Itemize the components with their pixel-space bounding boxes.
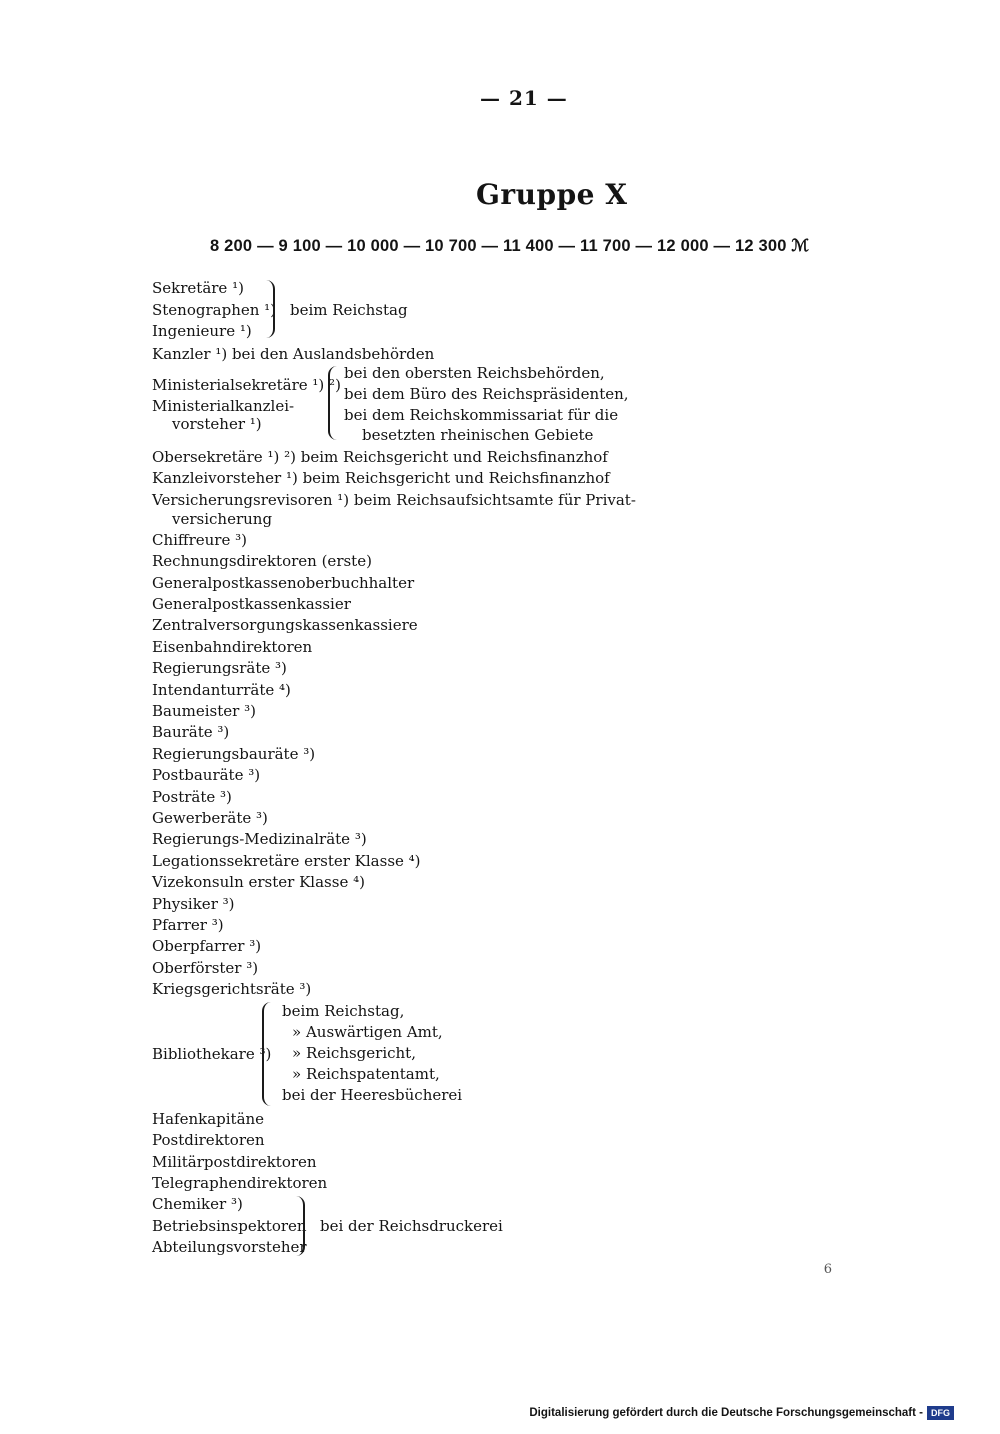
list-item: Chemiker ³)	[152, 1195, 243, 1213]
list-item: Versicherungsrevisoren ¹) beim Reichsaufsichtsamte für Privat-	[152, 491, 636, 509]
list-item: Rechnungsdirektoren (erste)	[152, 552, 372, 570]
list-item: Ministerialkanzlei-	[152, 397, 295, 415]
list-item: Oberförster ³)	[152, 959, 259, 977]
footer	[529, 1406, 954, 1420]
list-item: Generalpostkassenkassier	[152, 595, 351, 613]
list-item: Telegraphendirektoren	[152, 1174, 328, 1192]
list-item: Zentralversorgungskassenkassiere	[152, 616, 418, 634]
list-item: Intendanturräte ⁴)	[152, 681, 291, 699]
list-item: Kanzler ¹) bei den Auslandsbehörden	[152, 345, 435, 363]
brace-note: » Auswärtigen Amt,	[292, 1023, 443, 1041]
brace	[328, 366, 337, 440]
list-item: Baumeister ³)	[152, 702, 256, 720]
list-item: Gewerberäte ³)	[152, 809, 268, 827]
list-item: Kanzleivorsteher ¹) beim Reichsgericht und Reichsfinanzhof	[152, 469, 610, 487]
list-item: Physiker ³)	[152, 895, 235, 913]
list-item: Regierungsbauräte ³)	[152, 745, 316, 763]
list-item: Legationssekretäre erster Klasse ⁴)	[152, 852, 421, 870]
list-item: Betriebsinspektoren	[152, 1217, 307, 1235]
brace-note: » Reichspatentamt,	[292, 1065, 440, 1083]
list-item: Stenographen ¹)	[152, 301, 277, 319]
list-item: Ingenieure ¹)	[152, 322, 252, 340]
brace-note: bei der Reichsdruckerei	[320, 1217, 503, 1235]
list-item: Oberpfarrer ³)	[152, 937, 262, 955]
list-item: Bauräte ³)	[152, 723, 230, 741]
brace-note: besetzten rheinischen Gebiete	[362, 426, 594, 444]
list-item: Obersekretäre ¹) ²) beim Reichsgericht und Reichsfinanzhof	[152, 448, 608, 466]
list-item: Kriegsgerichtsräte ³)	[152, 980, 312, 998]
list-item: Eisenbahndirektoren	[152, 638, 313, 656]
brace-note: bei dem Büro des Reichspräsidenten,	[344, 385, 629, 403]
brace-note: beim Reichstag,	[282, 1002, 405, 1020]
list-item: versicherung	[172, 510, 273, 528]
brace-note: » Reichsgericht,	[292, 1044, 416, 1062]
signature-mark: 6	[823, 1262, 832, 1277]
page-number: — 21 —	[480, 86, 568, 110]
brace-note: bei den obersten Reichsbehörden,	[344, 364, 605, 382]
brace-note: beim Reichstag	[290, 301, 408, 319]
salary-scale: 8 200 — 9 100 — 10 000 — 10 700 — 11 400 — 11 700 — 12 000 — 12 300 ℳ	[210, 237, 810, 255]
dfg-logo-icon: DFG	[927, 1406, 954, 1420]
brace	[266, 280, 275, 338]
list-item: Pfarrer ³)	[152, 916, 224, 934]
list-item: Postbauräte ³)	[152, 766, 261, 784]
list-item: Regierungsräte ³)	[152, 659, 287, 677]
brace-note: bei dem Reichskommissariat für die	[344, 406, 619, 424]
list-item: Postdirektoren	[152, 1131, 265, 1149]
list-item: Militärpostdirektoren	[152, 1153, 317, 1171]
page-title: Gruppe X	[476, 178, 628, 211]
list-item: Hafenkapitäne	[152, 1110, 265, 1128]
brace	[262, 1002, 271, 1106]
list-item: Bibliothekare ³)	[152, 1045, 272, 1063]
brace-note: bei der Heeresbücherei	[282, 1086, 463, 1104]
list-item: vorsteher ¹)	[172, 415, 262, 433]
list-item: Abteilungsvorsteher	[152, 1238, 307, 1256]
list-item: Sekretäre ¹)	[152, 279, 244, 297]
list-item: Vizekonsuln erster Klasse ⁴)	[152, 873, 365, 891]
list-item: Ministerialsekretäre ¹) ²)	[152, 376, 341, 394]
list-item: Chiffreure ³)	[152, 531, 247, 549]
list-item: Generalpostkassenoberbuchhalter	[152, 574, 415, 592]
brace	[296, 1196, 305, 1256]
list-item: Regierungs-Medizinalräte ³)	[152, 830, 367, 848]
footer-text: Digitalisierung gefördert durch die Deutsche Forschungsgemeinschaft -	[529, 1407, 923, 1419]
list-item: Posträte ³)	[152, 788, 232, 806]
